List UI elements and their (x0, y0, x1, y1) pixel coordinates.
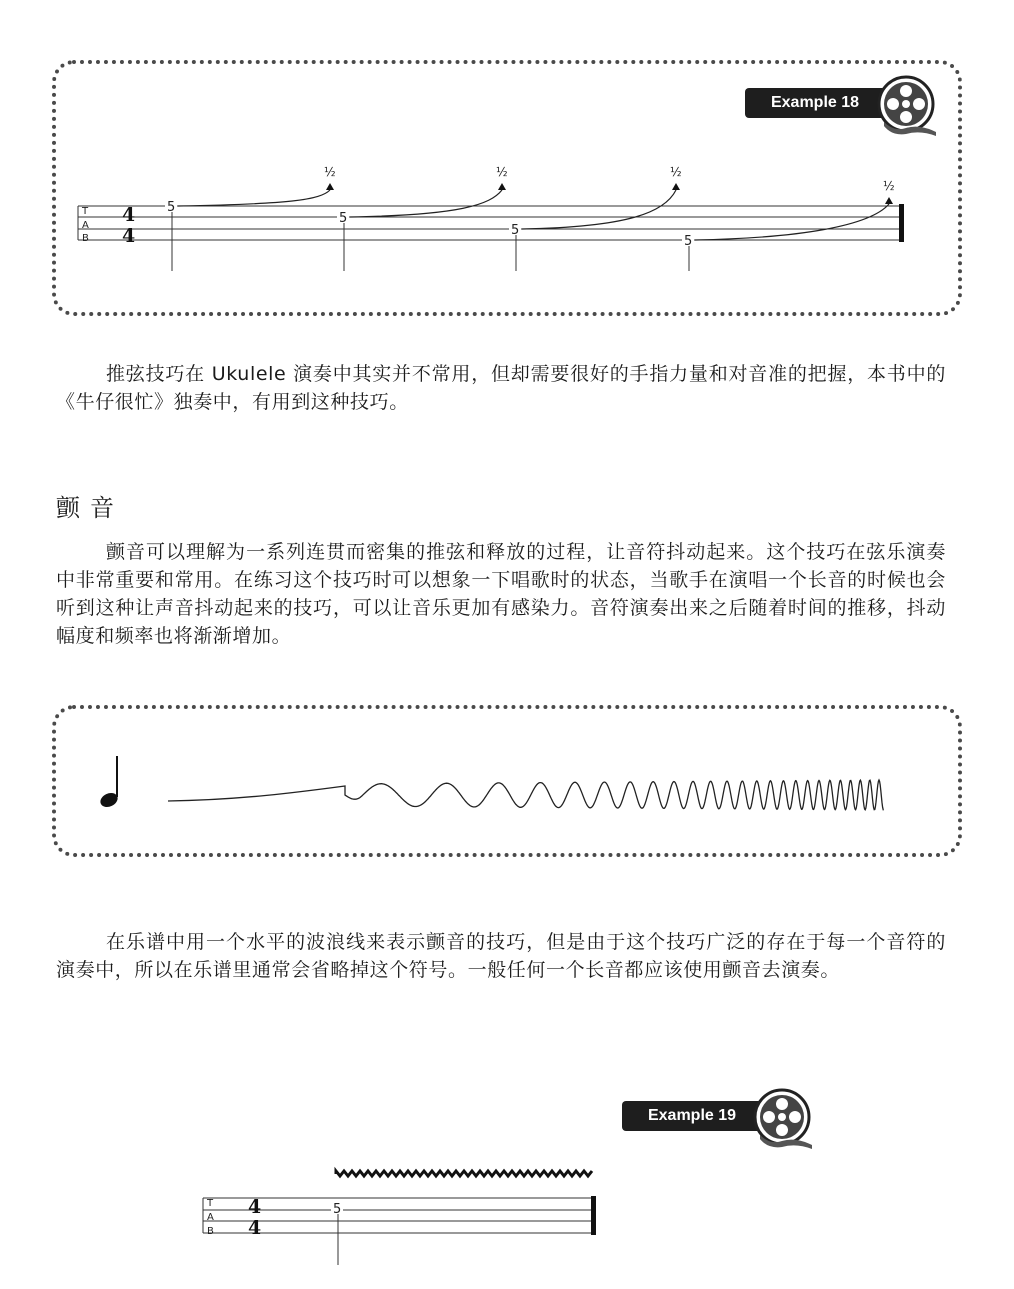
bend-amount: ½ (324, 165, 336, 179)
time-signature-bottom: 4 (248, 1217, 262, 1239)
tab-letter-a: A (207, 1212, 214, 1223)
time-signature-bottom: 4 (122, 225, 136, 247)
bend-amount: ½ (496, 165, 508, 179)
example-19-label: Example 19 (622, 1101, 762, 1131)
final-barline (591, 1196, 596, 1235)
tab-letter-b: B (207, 1226, 214, 1237)
tab-letter-t: T (82, 206, 89, 217)
time-signature-top: 4 (248, 1196, 262, 1218)
paragraph-bending: 推弦技巧在 Ukulele 演奏中其实并不常用，但却需要很好的手指力量和对音准的把握，本书中的《牛仔很忙》独奏中，有用到这种技巧。 (56, 363, 946, 413)
vibrato-notation-mark (336, 1171, 592, 1176)
fret-number: 5 (684, 234, 693, 249)
fret-number: 5 (511, 223, 520, 238)
fret-number: 5 (339, 211, 348, 226)
paragraph-vibrato-notation: 在乐谱中用一个水平的波浪线来表示颤音的技巧，但是由于这个技巧广泛的存在于每一个音符的演奏中，所以在乐谱里通常会省略掉这个符号。一般任何一个长音都应该使用颤音去演奏。 (56, 931, 946, 981)
paragraph-vibrato-intro: 颤音可以理解为一系列连贯而密集的推弦和释放的过程，让音符抖动起来。这个技巧在弦乐演奏中非常重要和常用。在练习这个技巧时可以想象一下唱歌时的状态，当歌手在演唱一个长音的时候也会听到这种让声音抖动起来的技巧，可以让音乐更加有感染力。音符演奏出来之后随着时间的推移，抖动幅度和频率也将渐渐增加。 (56, 541, 946, 647)
fret-number: 5 (333, 1202, 342, 1217)
tab-letter-a: A (82, 220, 89, 231)
bend-amount: ½ (883, 179, 895, 193)
time-signature-top: 4 (122, 204, 136, 226)
bend-amount: ½ (670, 165, 682, 179)
fret-number: 5 (167, 200, 176, 215)
tab-letter-t: T (207, 1198, 214, 1209)
example-18-label: Example 18 (745, 88, 885, 118)
tab-staff (203, 1198, 592, 1233)
tab-letter-b: B (82, 233, 89, 244)
section-heading-vibrato: 颤音 (56, 494, 124, 522)
